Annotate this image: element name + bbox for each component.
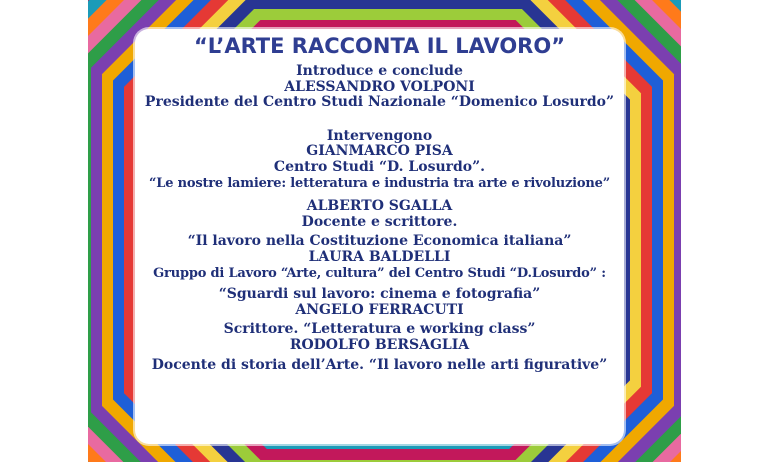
spacer — [135, 111, 624, 129]
intro-name: ALESSANDRO VOLPONI — [284, 78, 475, 95]
intro-label: Introduce e conclude — [296, 63, 463, 79]
speaker-1-role: Centro Studi “D. Losurdo”. — [273, 158, 486, 175]
speaker-2-name: ALBERTO SGALLA — [306, 198, 453, 215]
speaker-2-role: Docente e scrittore. — [301, 213, 458, 230]
speaker-5-role: Docente di storia dell’Arte. “Il lavoro nelle arti figurative” — [151, 356, 608, 373]
speaker-3-role: Gruppo di Lavoro “Arte, cultura” del Centro Studi “D.Losurdo” : — [153, 265, 606, 281]
speaker-2-talk: “Il lavoro nella Costituzione Economica italiana” — [187, 233, 572, 250]
speaker-1-name: GIANMARCO PISA — [306, 143, 453, 160]
speaker-4-role: Scrittore. “Letteratura e working class” — [223, 321, 536, 338]
speaker-5-name: RODOLFO BERSAGLIA — [289, 336, 470, 353]
speakers-label: Intervengono — [326, 127, 433, 144]
program-text — [135, 29, 624, 444]
intro-role: Presidente del Centro Studi Nazionale “Domenico Losurdo” — [144, 94, 615, 111]
speaker-3-name: LAURA BALDELLI — [308, 248, 451, 265]
speaker-3-talk: “Sguardi sul lavoro: cinema e fotografia” — [218, 286, 541, 303]
speaker-1-talk: “Le nostre lamiere: letteratura e industria tra arte e rivoluzione” — [149, 175, 610, 191]
event-title: “L’ARTE RACCONTA IL LAVORO” — [194, 34, 565, 58]
speaker-4-name: ANGELO FERRACUTI — [295, 301, 464, 318]
